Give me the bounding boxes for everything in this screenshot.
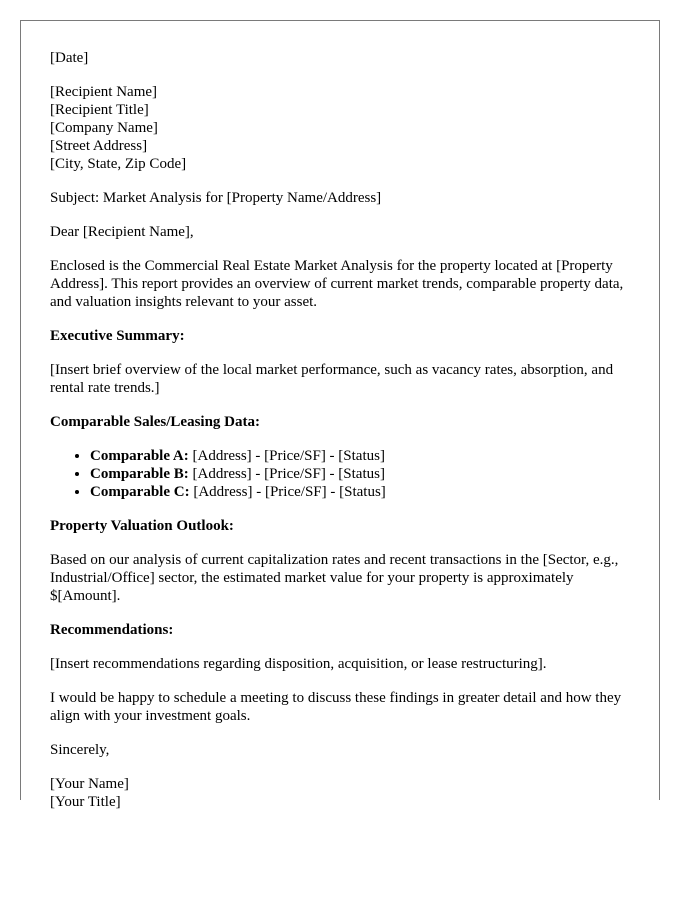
recipient-city: [City, State, Zip Code] [50,156,187,172]
letter-date: [Date] [50,50,89,66]
signature-name: [Your Name] [50,776,129,792]
signoff: Sincerely, [50,742,110,758]
list-item [90,465,640,483]
recipient-name: [Recipient Name] [50,84,158,100]
comparable-label: Comparable C: [90,484,190,500]
letter-page [20,20,660,810]
recipient-title: [Recipient Title] [50,102,149,118]
comparable-details: [Address] - [Price/SF] - [Status] [188,448,385,464]
comparable-details: [Address] - [Price/SF] - [Status] [188,466,385,482]
recommendations-heading: Recommendations: [50,622,174,638]
intro-paragraph: Enclosed is the Commercial Real Estate Market Analysis for the property located at [Property Address]. This report provides an overview of current market trends, comparable property data, and valuation insights relevant to your asset. [50,258,624,310]
comparable-label: Comparable A: [90,448,189,464]
list-item [90,483,640,501]
valuation-body: Based on our analysis of current capitalization rates and recent transactions in the [Sector, e.g., Industrial/Office] sector, the estimated market value for your property is approximately $[Amount]. [50,552,619,604]
comparable-details: [Address] - [Price/SF] - [Status] [189,484,386,500]
recipient-street: [Street Address] [50,138,148,154]
recommendations-body: [Insert recommendations regarding disposition, acquisition, or lease restructuring]. [50,656,547,672]
closing-paragraph: I would be happy to schedule a meeting to discuss these findings in greater detail and how they align with your investment goals. [50,690,622,724]
letter-content [50,49,640,827]
subject-line: Subject: Market Analysis for [Property Name/Address] [50,190,382,206]
recipient-block [50,83,640,173]
comparables-list [50,447,640,501]
salutation: Dear [Recipient Name], [50,224,194,240]
recipient-company: [Company Name] [50,120,158,136]
comparable-label: Comparable B: [90,466,189,482]
list-item [90,447,640,465]
signature-title: [Your Title] [50,794,121,810]
executive-summary-heading: Executive Summary: [50,328,185,344]
signature-block [50,775,640,811]
comparables-heading: Comparable Sales/Leasing Data: [50,414,260,430]
valuation-heading: Property Valuation Outlook: [50,518,234,534]
executive-summary-body: [Insert brief overview of the local market performance, such as vacancy rates, absorption, and rental rate trends.] [50,362,614,396]
